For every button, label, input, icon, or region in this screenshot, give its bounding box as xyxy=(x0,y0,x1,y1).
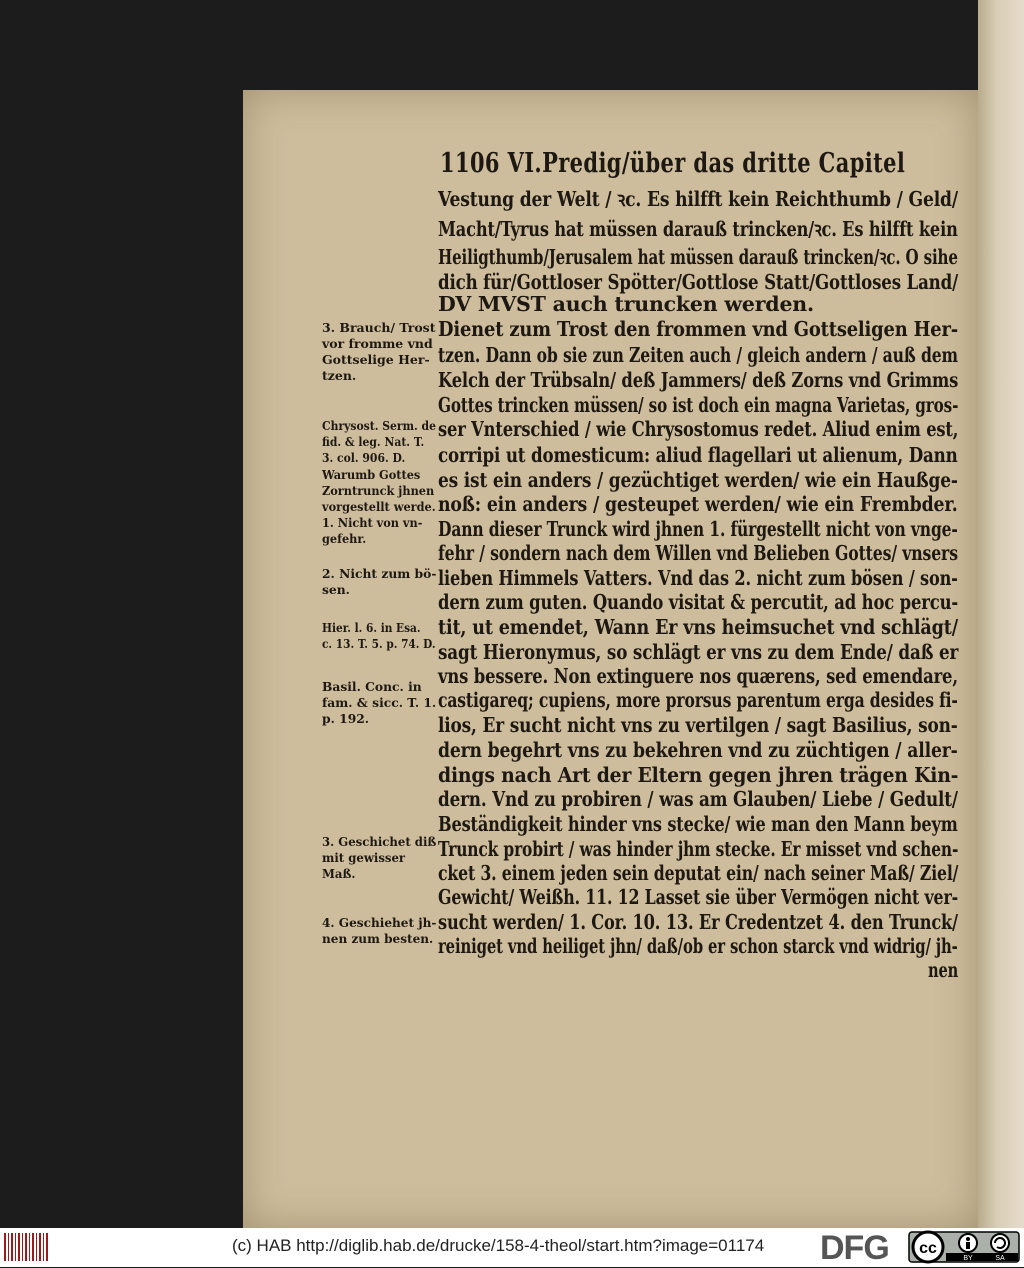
main-text-line: dern. Vnd zu probiren / was am Glauben/ Liebe / Gedult/ xyxy=(438,787,958,811)
main-text-line: lieben Himmels Vatters. Vnd das 2. nicht zum bösen / son- xyxy=(438,566,958,590)
main-text-line: sagt Hieronymus, so schlägt er vns zu dem Ende/ daß er xyxy=(438,640,959,664)
page-edge xyxy=(978,0,1024,1228)
main-text-line: Trunck probirt / was hinder jhm stecke. Er misset vnd schen- xyxy=(438,837,959,861)
license-cc-text: cc xyxy=(919,1240,937,1257)
hab-barcode-icon xyxy=(4,1233,48,1261)
main-text-line: dern begehrt vns zu bekehren vnd zu züchtigen / aller- xyxy=(438,738,958,762)
main-text-line: dich für/Gottloser Spötter/Gottlose Statt/Gottloses Land/ xyxy=(438,270,958,294)
main-text-line: castigareq; cupiens, more prorsus parentum erga desides fi- xyxy=(438,688,958,712)
main-text-line: Macht/Tyrus hat müssen darauß trincken/ꝛc. Es hilfft kein xyxy=(438,217,958,241)
side-note: 2. Nicht zum bö- sen. xyxy=(322,566,437,597)
main-text-line: dern zum guten. Quando visitat & percutit, ad hoc percu- xyxy=(438,590,959,614)
side-note: Chrysost. Serm. de fid. & leg. Nat. T. 3. col. 906. D. xyxy=(322,418,436,465)
main-text-line: cket 3. einem jeden sein deputat ein/ nach seiner Maß/ Ziel/ xyxy=(438,861,959,885)
side-note: 4. Geschiehet jh- nen zum besten. xyxy=(322,915,437,946)
copyright-credit: (c) HAB http://diglib.hab.de/drucke/158-4-theol/start.htm?image=01174 xyxy=(232,1236,765,1255)
main-text-line: Vestung der Welt / ꝛc. Es hilfft kein Reichthumb / Geld/ xyxy=(438,187,958,211)
main-text-line: Dann dieser Trunck wird jhnen 1. fürgestellt nicht von vnge- xyxy=(438,517,958,541)
side-note: 3. Brauch/ Trost vor fromme vnd Gottselige Her- tzen. xyxy=(322,320,436,383)
main-text-line: dings nach Art der Eltern gegen jhren trägen Kin- xyxy=(438,763,959,787)
main-text-line: Heiligthumb/Jerusalem hat müssen darauß trincken/ꝛc. O sihe xyxy=(438,245,958,269)
main-text-line: tit, ut emendet, Wann Er vns heimsuchet vnd schlägt/ xyxy=(438,615,958,639)
page-header: 1106 VI.Predig/über das dritte Capitel xyxy=(440,148,906,179)
main-text-line: tzen. Dann ob sie zun Zeiten auch / gleich andern / auß dem xyxy=(438,343,958,367)
license-by-text: BY xyxy=(963,1255,973,1262)
main-text-line: lios, Er sucht nicht vns zu vertilgen / sagt Basilius, son- xyxy=(438,713,958,737)
side-note: Hier. l. 6. in Esa. c. 13. T. 5. p. 74. D. xyxy=(322,620,436,651)
main-text-line: Kelch der Trübsaln/ deß Jammers/ deß Zorns vnd Grimms xyxy=(438,368,959,392)
main-text-line: corripi ut domesticum: aliud flagellari ut alienum, Dann xyxy=(438,443,958,467)
dfg-logo: DFG xyxy=(820,1229,889,1267)
main-text-line: noß: ein anders / gesteupet werden/ wie ein Frembder. xyxy=(438,492,958,516)
main-text-line: Dienet zum Trost den frommen vnd Gottseligen Her- xyxy=(438,317,959,341)
license-sa-text: SA xyxy=(995,1255,1005,1262)
main-text-line: nen xyxy=(928,958,959,982)
side-note: Warumb Gottes Zorntrunck jhnen vorgestellt werde. 1. Nicht von vn- gefehr. xyxy=(322,467,436,546)
main-text-line: sucht werden/ 1. Cor. 10. 13. Er Credentzet 4. den Trunck/ xyxy=(438,910,958,934)
main-text-line: es ist ein anders / gezüchtiget werden/ wie ein Haußge- xyxy=(438,468,958,492)
main-text-line: fehr / sondern nach dem Willen vnd Belieben Gottes/ vnsers xyxy=(438,541,958,565)
side-note: Basil. Conc. in fam. & sicc. T. 1. p. 192. xyxy=(322,679,437,726)
main-text-line: vns bessere. Non extinguere nos quærens, sed emendare, xyxy=(438,664,958,688)
cc-by-sa-icon xyxy=(908,1229,1020,1265)
main-text-line: ser Vnterschied / wie Chrysostomus redet. Aliud enim est, xyxy=(438,417,959,441)
main-text-line: reiniget vnd heiliget jhn/ daß/ob er schon starck vnd widrig/ jh- xyxy=(438,934,958,958)
main-text-line: Beständigkeit hinder vns stecke/ wie man den Mann beym xyxy=(438,812,958,836)
main-text-line: Gottes trincken müssen/ so ist doch ein magna Varietas, gros- xyxy=(438,393,959,417)
main-text-line: DV MVST auch truncken werden. xyxy=(438,292,814,316)
main-text-line: Gewicht/ Weißh. 11. 12 Lasset sie über Vermögen nicht ver- xyxy=(438,885,959,909)
side-note: 3. Geschichet diß mit gewisser Maß. xyxy=(322,834,437,881)
